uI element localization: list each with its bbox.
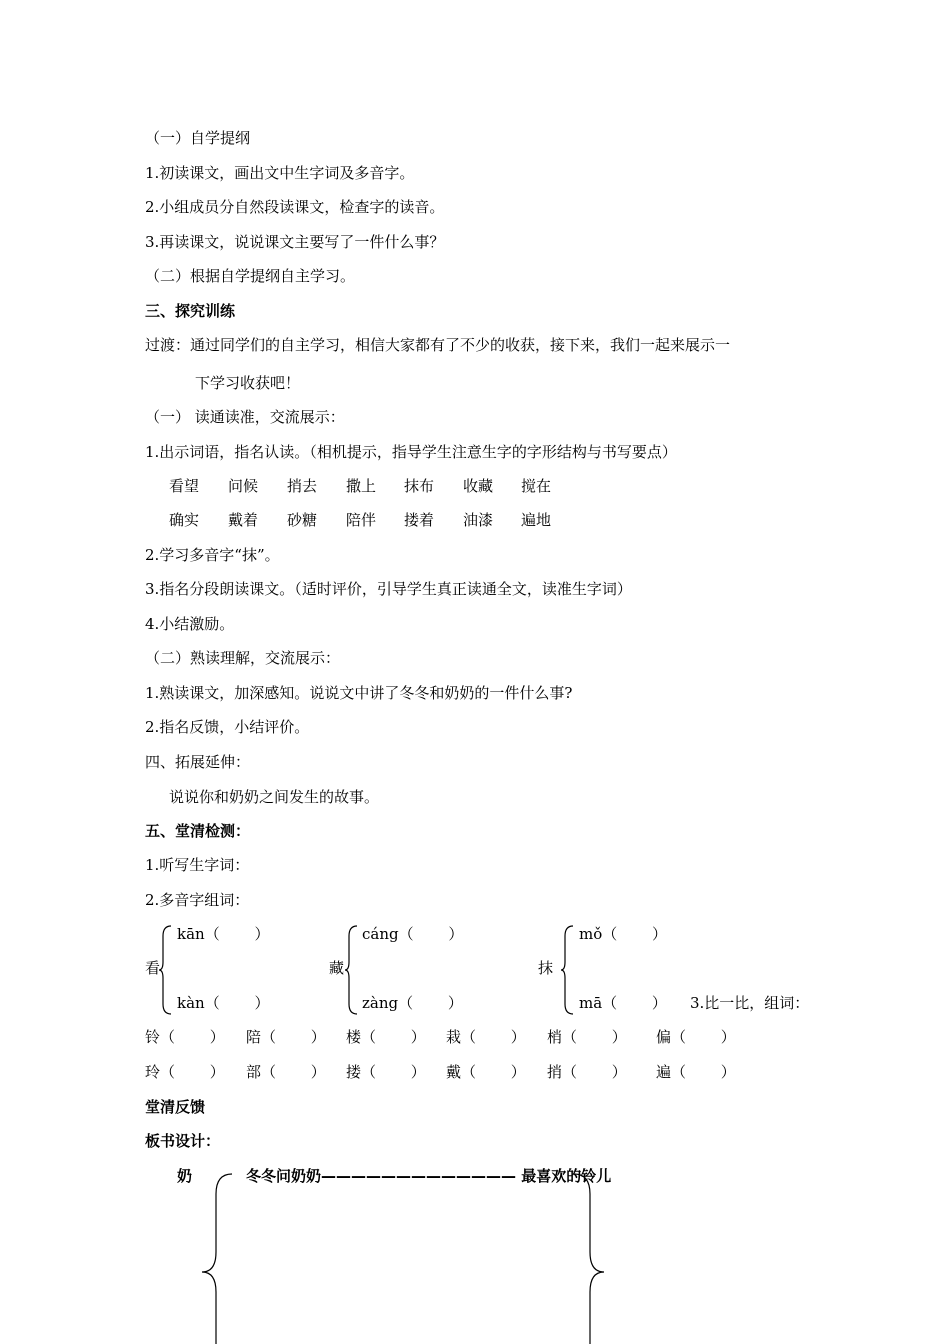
word: 抹布 [404,477,435,495]
word: 遍地 [521,511,552,529]
transition-text-cont: 下学习收获吧！ [195,374,301,392]
polyphone-reading: kān（ ） [177,925,270,943]
task-summary: 4.小结激励。 [145,615,235,633]
word: 搅在 [521,477,552,495]
subsection-read-aloud: （一） 读通读准，交流展示： [145,408,345,426]
left-brace-icon [560,924,574,1016]
word: 确实 [169,511,200,529]
section-self-study-outline: （一）自学提纲 [145,129,251,147]
board-title: 冬冬问奶奶————————————— 最喜欢的铃儿 [246,1167,612,1185]
compare-item: 梢（ ） [547,1028,627,1046]
word: 收藏 [463,477,494,495]
heading-explore-training: 三、探究训练 [145,302,236,320]
subsection-comprehend: （二）熟读理解，交流展示： [145,649,341,667]
compare-item: 玲（ ） [145,1063,225,1081]
polyphone-reading: cáng（ ） [362,925,464,943]
polyphone-char: 抹 [538,959,554,977]
task-feedback: 2.指名反馈，小结评价。 [145,718,310,736]
compare-item: 栽（ ） [446,1028,526,1046]
board-left-label: 奶 [177,1167,193,1185]
transition-text: 过渡：通过同学们的自主学习，相信大家都有了不少的收获，接下来，我们一起来展示一 [145,336,731,354]
word: 撒上 [346,477,377,495]
heading-class-check: 五、堂清检测： [145,822,251,840]
check-compare-label: 3.比一比，组词： [690,994,810,1012]
compare-item: 搂（ ） [346,1063,426,1081]
compare-item: 偏（ ） [656,1028,736,1046]
word: 油漆 [463,511,494,529]
self-study-note: （二）根据自学提纲自主学习。 [145,267,356,285]
left-brace-icon [200,1172,234,1344]
left-brace-icon [344,924,358,1016]
polyphone-reading: mā（ ） [579,994,667,1012]
polyphone-char: 藏 [329,959,345,977]
outline-item-3: 3.再读课文，说说课文主要写了一件什么事？ [145,233,445,251]
polyphone-reading: mǒ（ ） [579,925,668,943]
compare-item: 部（ ） [246,1063,326,1081]
task-polyphone: 2.学习多音字“抹”。 [145,546,280,564]
heading-board-design: 板书设计： [145,1132,221,1150]
word: 陪伴 [346,511,377,529]
outline-item-2: 2.小组成员分自然段读课文，检查字的读音。 [145,198,445,216]
compare-item: 遍（ ） [656,1063,736,1081]
outline-item-1: 1.初读课文，画出文中生字词及多音字。 [145,164,415,182]
word: 看望 [169,477,200,495]
right-brace-icon [572,1172,606,1344]
polyphone-reading: kàn（ ） [177,994,270,1012]
polyphone-reading: zàng（ ） [362,994,463,1012]
word: 砂糖 [287,511,318,529]
task-read-sections: 3.指名分段朗读课文。（适时评价，引导学生真正读通全文，读准生字词） [145,580,632,598]
compare-item: 楼（ ） [346,1028,426,1046]
left-brace-icon [158,924,172,1016]
check-polyphone: 2.多音字组词： [145,891,250,909]
polyphone-char: 看 [145,959,161,977]
word: 捎去 [287,477,318,495]
compare-item: 戴（ ） [446,1063,526,1081]
task-deep-read: 1.熟读课文，加深感知。说说文中讲了冬冬和奶奶的一件什么事? [145,684,573,702]
extension-task: 说说你和奶奶之间发生的故事。 [169,788,380,806]
word: 戴着 [228,511,259,529]
task-show-words: 1.出示词语，指名认读。（相机提示，指导学生注意生字的字形结构与书写要点） [145,443,677,461]
check-dictation: 1.听写生字词： [145,856,250,874]
word: 问候 [228,477,259,495]
heading-extension: 四、拓展延伸： [145,753,251,771]
word: 搂着 [404,511,435,529]
compare-item: 陪（ ） [246,1028,326,1046]
compare-item: 铃（ ） [145,1028,225,1046]
compare-item: 捎（ ） [547,1063,627,1081]
heading-class-feedback: 堂清反馈 [145,1098,206,1116]
